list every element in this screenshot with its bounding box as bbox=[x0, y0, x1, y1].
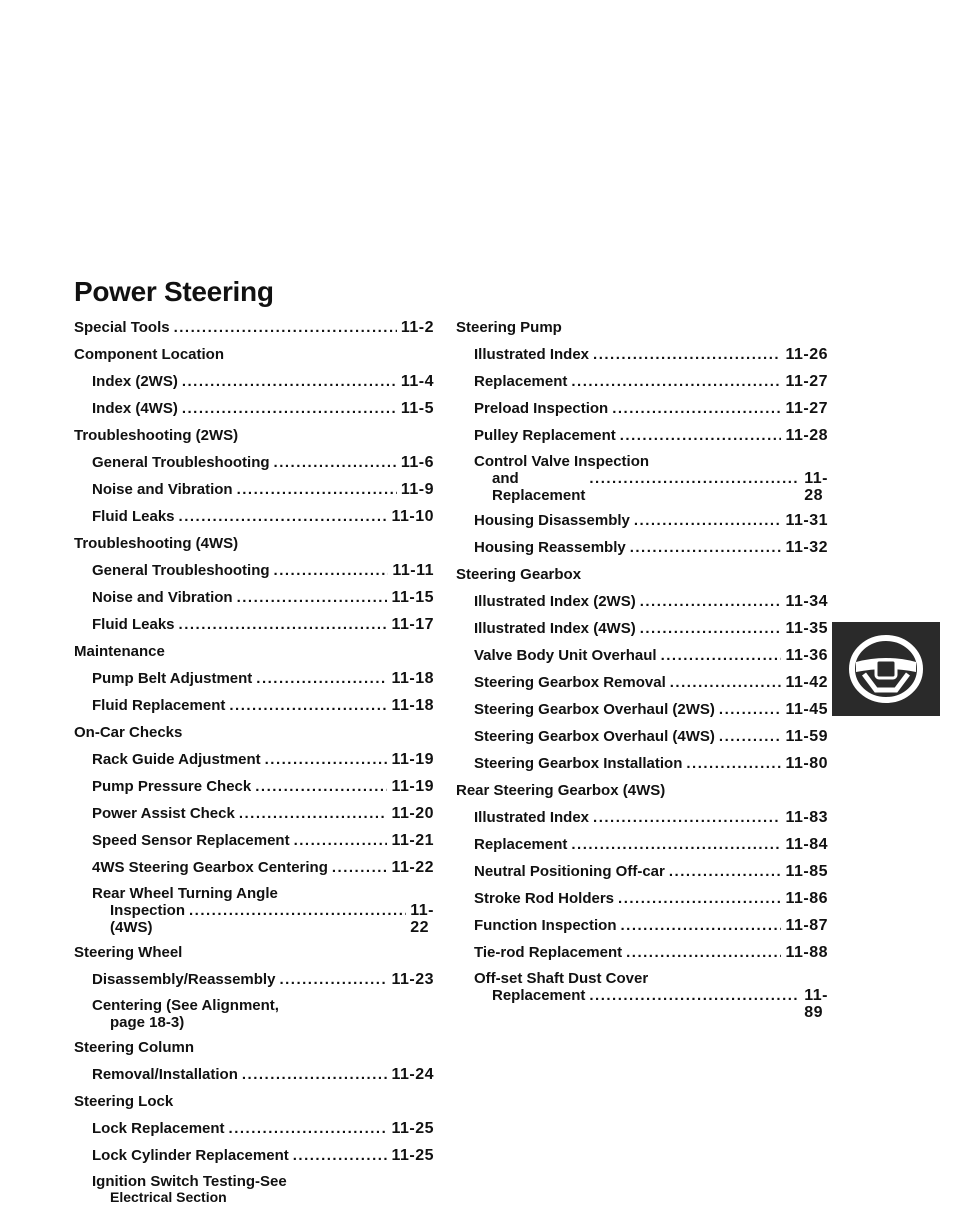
toc-entry-page: 11-17 bbox=[391, 616, 434, 633]
toc-note-line: page 18-3) bbox=[110, 1014, 185, 1031]
toc-entry[interactable] bbox=[92, 480, 434, 500]
toc-entry[interactable] bbox=[474, 399, 828, 419]
toc-entry[interactable] bbox=[92, 669, 434, 689]
toc-entry-label: Speed Sensor Replacement bbox=[92, 832, 290, 849]
toc-entry-label: Function Inspection bbox=[474, 917, 617, 934]
dot-leader bbox=[719, 700, 782, 720]
toc-entry[interactable] bbox=[74, 318, 434, 338]
dot-leader bbox=[626, 943, 781, 963]
toc-entry-page: 11-20 bbox=[391, 805, 434, 822]
toc-entry-label: Disassembly/Reassembly bbox=[92, 971, 276, 988]
toc-section-maintenance: Maintenance bbox=[74, 643, 165, 660]
dot-leader bbox=[618, 889, 781, 909]
dot-leader bbox=[634, 511, 782, 531]
toc-entry[interactable] bbox=[92, 507, 434, 527]
toc-entry[interactable] bbox=[92, 399, 434, 419]
toc-entry-page: 11-27 bbox=[785, 373, 828, 390]
toc-entry-page: 11-35 bbox=[785, 620, 828, 637]
toc-entry[interactable] bbox=[92, 1146, 434, 1166]
toc-entry-page: 11-24 bbox=[391, 1066, 434, 1083]
toc-entry-page: 11-10 bbox=[391, 508, 434, 525]
toc-entry-label: Rear Wheel Turning Angle bbox=[92, 885, 278, 902]
toc-section-steering-column: Steering Column bbox=[74, 1039, 195, 1056]
toc-entry-page: 11-86 bbox=[785, 890, 828, 907]
toc-left-column bbox=[74, 318, 434, 1212]
toc-entry-page: 11-5 bbox=[400, 400, 434, 417]
toc-entry[interactable] bbox=[474, 727, 828, 747]
toc-entry-label: Removal/Installation bbox=[92, 1066, 238, 1083]
toc-entry[interactable] bbox=[474, 538, 828, 558]
toc-entry-label: Steering Gearbox Overhaul (4WS) bbox=[474, 728, 715, 745]
dot-leader bbox=[589, 470, 800, 487]
toc-entry-label: Replacement bbox=[474, 373, 568, 390]
dot-leader bbox=[719, 727, 782, 747]
toc-entry-label: Lock Cylinder Replacement bbox=[92, 1147, 289, 1164]
toc-section-rear-steering-gearbox-4ws: Rear Steering Gearbox (4WS) bbox=[456, 782, 666, 799]
toc-entry[interactable] bbox=[92, 453, 434, 473]
steering-wheel-icon bbox=[846, 632, 926, 706]
dot-leader bbox=[237, 480, 397, 500]
dot-leader bbox=[294, 831, 388, 851]
dot-leader bbox=[621, 916, 782, 936]
toc-entry-label: Fluid Replacement bbox=[92, 697, 226, 714]
toc-entry[interactable] bbox=[92, 561, 434, 581]
dot-leader bbox=[274, 453, 397, 473]
toc-entry-label: Housing Reassembly bbox=[474, 539, 626, 556]
toc-entry-page: 11-2 bbox=[400, 319, 434, 336]
toc-right-column bbox=[456, 318, 828, 1028]
toc-entry-page: 11-31 bbox=[785, 512, 828, 529]
dot-leader bbox=[274, 561, 389, 581]
dot-leader bbox=[239, 804, 388, 824]
toc-entry-page: 11-83 bbox=[785, 809, 828, 826]
toc-entry-page: 11-59 bbox=[785, 728, 828, 745]
toc-entry-label: Pump Pressure Check bbox=[92, 778, 252, 795]
dot-leader bbox=[332, 858, 388, 878]
toc-entry[interactable] bbox=[474, 835, 828, 855]
toc-entry-label: General Troubleshooting bbox=[92, 454, 270, 471]
toc-entry[interactable] bbox=[474, 673, 828, 693]
dot-leader bbox=[182, 372, 397, 392]
toc-entry-label: Lock Replacement bbox=[92, 1120, 225, 1137]
toc-entry-label: Steering Gearbox Installation bbox=[474, 755, 683, 772]
toc-entry-page: 11-18 bbox=[391, 670, 434, 687]
toc-entry-page: 11-23 bbox=[391, 971, 434, 988]
toc-entry-page: 11-42 bbox=[785, 674, 828, 691]
toc-entry-page: 11-36 bbox=[785, 647, 828, 664]
toc-note-line: Ignition Switch Testing-See bbox=[92, 1173, 287, 1190]
toc-entry-label-continued: and Replacement bbox=[492, 470, 586, 504]
toc-entry[interactable] bbox=[474, 372, 828, 392]
toc-entry[interactable] bbox=[92, 831, 434, 851]
toc-entry[interactable] bbox=[474, 754, 828, 774]
toc-entry-page: 11-21 bbox=[391, 832, 434, 849]
toc-entry[interactable] bbox=[92, 804, 434, 824]
toc-entry[interactable] bbox=[474, 808, 828, 828]
toc-entry-page: 11-80 bbox=[785, 755, 828, 772]
dot-leader bbox=[640, 619, 782, 639]
dot-leader bbox=[293, 1146, 388, 1166]
toc-entry-label: Replacement bbox=[474, 836, 568, 853]
dot-leader bbox=[640, 592, 782, 612]
toc-entry-page: 11-27 bbox=[785, 400, 828, 417]
toc-entry-label: Housing Disassembly bbox=[474, 512, 630, 529]
toc-entry-page: 11-15 bbox=[391, 589, 434, 606]
dot-leader bbox=[571, 372, 781, 392]
toc-entry-label: Steering Gearbox Removal bbox=[474, 674, 666, 691]
toc-note bbox=[92, 1173, 434, 1205]
toc-note-line: Centering (See Alignment, bbox=[92, 997, 279, 1014]
toc-note bbox=[92, 997, 434, 1031]
dot-leader bbox=[279, 970, 387, 990]
dot-leader bbox=[589, 987, 800, 1004]
toc-entry-label: General Troubleshooting bbox=[92, 562, 270, 579]
toc-entry-page: 11-45 bbox=[785, 701, 828, 718]
toc-entry-page: 11-88 bbox=[785, 944, 828, 961]
dot-leader bbox=[189, 902, 406, 919]
toc-entry-label: Neutral Positioning Off-car bbox=[474, 863, 665, 880]
dot-leader bbox=[670, 673, 782, 693]
toc-entry-label: Off-set Shaft Dust Cover bbox=[474, 970, 649, 987]
toc-entry[interactable] bbox=[474, 700, 828, 720]
toc-entry-label-continued: Replacement bbox=[492, 987, 586, 1004]
toc-section-on-car-checks: On-Car Checks bbox=[74, 724, 183, 741]
toc-entry-page: 11-34 bbox=[785, 593, 828, 610]
toc-entry-label: Stroke Rod Holders bbox=[474, 890, 615, 907]
toc-entry[interactable] bbox=[474, 943, 828, 963]
toc-entry-label-continued: Inspection (4WS) bbox=[110, 902, 186, 936]
toc-entry-page: 11-4 bbox=[400, 373, 434, 390]
toc-entry-label: Illustrated Index bbox=[474, 809, 590, 826]
toc-entry[interactable] bbox=[474, 916, 828, 936]
dot-leader bbox=[229, 696, 387, 716]
toc-section-troubleshooting-4ws: Troubleshooting (4WS) bbox=[74, 535, 239, 552]
toc-entry[interactable] bbox=[474, 345, 828, 365]
toc-entry-label: Illustrated Index bbox=[474, 346, 590, 363]
toc-entry-page: 11-25 bbox=[391, 1120, 434, 1137]
toc-entry-page: 11-84 bbox=[785, 836, 828, 853]
toc-entry-label: Noise and Vibration bbox=[92, 481, 233, 498]
dot-leader bbox=[620, 426, 782, 446]
toc-entry[interactable] bbox=[474, 970, 828, 1021]
dot-leader bbox=[256, 669, 387, 689]
dot-leader bbox=[593, 345, 781, 365]
toc-entry-label: Valve Body Unit Overhaul bbox=[474, 647, 657, 664]
dot-leader bbox=[612, 399, 781, 419]
toc-entry[interactable] bbox=[474, 511, 828, 531]
dot-leader bbox=[182, 399, 397, 419]
toc-entry-label: Pump Belt Adjustment bbox=[92, 670, 253, 687]
toc-entry-page: 11-19 bbox=[391, 751, 434, 768]
toc-entry-page: 11-25 bbox=[391, 1147, 434, 1164]
toc-entry-page: 11-26 bbox=[785, 346, 828, 363]
toc-entry-page: 11-28 bbox=[785, 427, 828, 444]
toc-entry-label: 4WS Steering Gearbox Centering bbox=[92, 859, 328, 876]
toc-entry-label: Illustrated Index (4WS) bbox=[474, 620, 636, 637]
toc-entry-page: 11-22 bbox=[410, 902, 434, 936]
dot-leader bbox=[593, 808, 781, 828]
toc-entry[interactable] bbox=[92, 750, 434, 770]
dot-leader bbox=[630, 538, 782, 558]
toc-entry[interactable] bbox=[474, 862, 828, 882]
toc-entry[interactable] bbox=[474, 592, 828, 612]
dot-leader bbox=[255, 777, 387, 797]
toc-entry-page: 11-9 bbox=[400, 481, 434, 498]
toc-section-steering-gearbox: Steering Gearbox bbox=[456, 566, 582, 583]
dot-leader bbox=[686, 754, 781, 774]
toc-entry[interactable] bbox=[92, 858, 434, 878]
dot-leader bbox=[571, 835, 781, 855]
toc-section-component-location: Component Location bbox=[74, 346, 224, 363]
dot-leader bbox=[661, 646, 782, 666]
toc-entry-page: 11-11 bbox=[392, 562, 434, 579]
toc-entry-label: Control Valve Inspection bbox=[474, 453, 650, 470]
toc-entry[interactable] bbox=[474, 619, 828, 639]
toc-entry[interactable] bbox=[474, 889, 828, 909]
toc-entry[interactable] bbox=[92, 777, 434, 797]
toc-entry-page: 11-22 bbox=[391, 859, 434, 876]
dot-leader bbox=[669, 862, 782, 882]
dot-leader bbox=[237, 588, 388, 608]
toc-entry-label: Tie-rod Replacement bbox=[474, 944, 623, 961]
toc-entry-label: Illustrated Index (2WS) bbox=[474, 593, 636, 610]
dot-leader bbox=[174, 318, 397, 338]
toc-entry-label: Pulley Replacement bbox=[474, 427, 616, 444]
toc-entry-page: 11-89 bbox=[804, 987, 828, 1021]
toc-entry-label: Index (2WS) bbox=[92, 373, 178, 390]
toc-entry-label: Noise and Vibration bbox=[92, 589, 233, 606]
toc-entry[interactable] bbox=[92, 1065, 434, 1085]
toc-entry[interactable] bbox=[474, 646, 828, 666]
toc-entry[interactable] bbox=[92, 588, 434, 608]
section-tab[interactable] bbox=[832, 622, 940, 716]
toc-entry-label: Power Assist Check bbox=[92, 805, 235, 822]
toc-entry-page: 11-19 bbox=[391, 778, 434, 795]
toc-entry-page: 11-6 bbox=[400, 454, 434, 471]
toc-section-troubleshooting-2ws: Troubleshooting (2WS) bbox=[74, 427, 239, 444]
toc-entry[interactable] bbox=[92, 696, 434, 716]
toc-entry-page: 11-85 bbox=[785, 863, 828, 880]
toc-entry-page: 11-18 bbox=[391, 697, 434, 714]
toc-section-steering-lock: Steering Lock bbox=[74, 1093, 174, 1110]
toc-entry[interactable] bbox=[92, 970, 434, 990]
dot-leader bbox=[229, 1119, 388, 1139]
toc-entry[interactable] bbox=[92, 372, 434, 392]
toc-entry[interactable] bbox=[474, 426, 828, 446]
toc-entry[interactable] bbox=[92, 885, 434, 936]
toc-entry[interactable] bbox=[92, 615, 434, 635]
toc-entry-label: Rack Guide Adjustment bbox=[92, 751, 261, 768]
toc-entry-label: Fluid Leaks bbox=[92, 616, 175, 633]
toc-section-steering-pump: Steering Pump bbox=[456, 319, 562, 336]
toc-section-steering-wheel: Steering Wheel bbox=[74, 944, 183, 961]
toc-entry-label: Preload Inspection bbox=[474, 400, 609, 417]
toc-entry[interactable] bbox=[92, 1119, 434, 1139]
toc-entry-page: 11-28 bbox=[804, 470, 828, 504]
dot-leader bbox=[242, 1065, 388, 1085]
toc-entry-label: Special Tools bbox=[74, 319, 170, 336]
page-title: Power Steering bbox=[74, 276, 274, 307]
dot-leader bbox=[179, 507, 388, 527]
toc-entry-page: 11-32 bbox=[785, 539, 828, 556]
toc-entry-label: Steering Gearbox Overhaul (2WS) bbox=[474, 701, 715, 718]
toc-entry-label: Fluid Leaks bbox=[92, 508, 175, 525]
toc-entry-label: Index (4WS) bbox=[92, 400, 178, 417]
dot-leader bbox=[179, 615, 388, 635]
toc-entry[interactable] bbox=[474, 453, 828, 504]
toc-entry-page: 11-87 bbox=[785, 917, 828, 934]
dot-leader bbox=[265, 750, 388, 770]
toc-note-line: Electrical Section bbox=[110, 1189, 227, 1205]
